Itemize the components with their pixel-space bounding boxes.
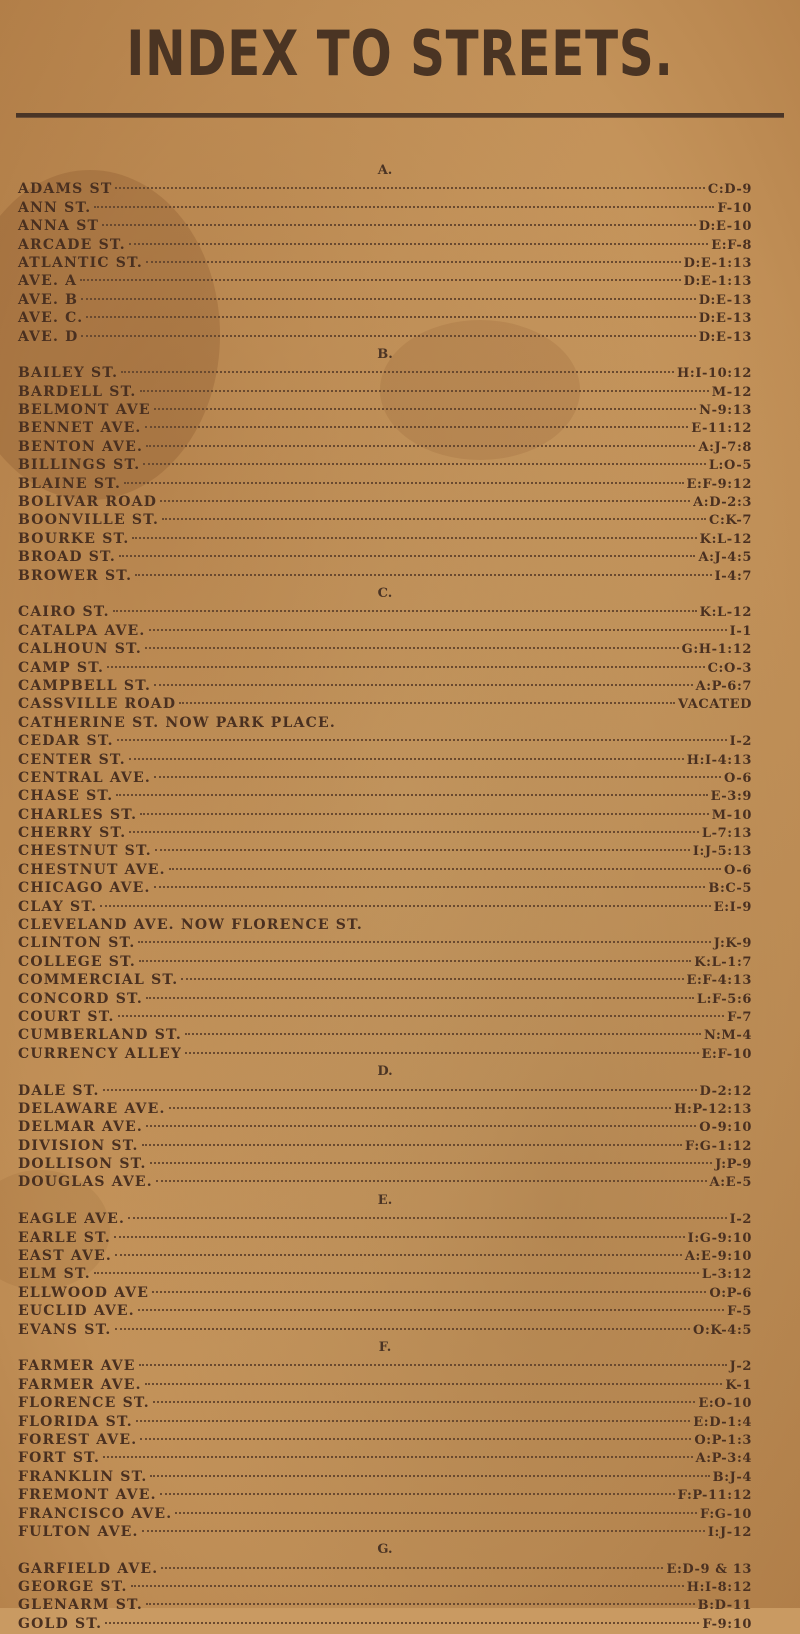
street-name: FLORENCE ST. <box>18 1395 150 1412</box>
dot-leader <box>115 1328 691 1330</box>
street-name: FRANCISCO AVE. <box>18 1505 173 1522</box>
dot-leader <box>115 1254 682 1256</box>
street-entry <box>18 1357 752 1375</box>
street-entry <box>18 401 752 419</box>
dot-leader <box>129 243 708 245</box>
street-entry <box>18 1321 752 1339</box>
street-name: CLAY ST. <box>18 898 98 915</box>
street-name: CHICAGO AVE. <box>18 880 151 897</box>
street-entry <box>18 769 752 787</box>
street-name: ELM ST. <box>18 1266 91 1283</box>
map-reference: E:D-9 & 13 <box>666 1561 752 1577</box>
map-reference: E-3:9 <box>710 789 752 805</box>
section-heading: G. <box>377 1542 393 1558</box>
street-name: AVE. D <box>18 328 79 345</box>
map-reference: D:E-1:13 <box>683 255 752 271</box>
street-entry <box>18 677 752 695</box>
street-name: ELLWOOD AVE <box>18 1284 150 1301</box>
map-reference: A:J-7:8 <box>698 439 752 455</box>
street-entry <box>18 438 752 456</box>
dot-leader <box>86 316 695 318</box>
dot-leader <box>131 1585 684 1587</box>
map-reference: E:F-4:13 <box>686 973 752 989</box>
map-reference: H:I-4:13 <box>686 752 752 768</box>
street-name: CHARLES ST. <box>18 806 138 823</box>
dot-leader <box>128 1217 727 1219</box>
dot-leader <box>129 831 699 833</box>
street-entry <box>18 751 752 769</box>
street-name: CATHERINE ST. NOW PARK PLACE. <box>18 714 336 731</box>
dot-leader <box>140 813 709 815</box>
dot-leader <box>145 647 679 649</box>
map-reference: I-1 <box>729 623 752 639</box>
street-name: CLINTON ST. <box>18 935 136 952</box>
dot-leader <box>153 1401 696 1403</box>
street-entry <box>18 217 752 235</box>
dot-leader <box>145 1383 723 1385</box>
map-reference: E:I-9 <box>713 899 752 915</box>
street-entry <box>18 1523 752 1541</box>
street-entry <box>18 1173 752 1191</box>
dot-leader <box>103 1089 697 1091</box>
street-name: DELAWARE AVE. <box>18 1100 166 1117</box>
street-entry <box>18 971 752 989</box>
street-name: CAMPBELL ST. <box>18 677 152 694</box>
street-name: BAILEY ST. <box>18 365 119 382</box>
street-entry <box>18 1247 752 1265</box>
dot-leader <box>94 206 714 208</box>
street-entry <box>18 530 752 548</box>
street-name: BROAD ST. <box>18 549 116 566</box>
dot-leader <box>136 1420 690 1422</box>
street-name: GLENARM ST. <box>18 1597 143 1614</box>
street-entry <box>18 1100 752 1118</box>
street-name: EAST AVE. <box>18 1248 112 1265</box>
map-reference: M-10 <box>711 807 752 823</box>
dot-leader <box>161 1567 663 1569</box>
dot-leader <box>114 1236 685 1238</box>
dot-leader <box>145 426 689 428</box>
dot-leader <box>129 758 684 760</box>
map-reference: C:K-7 <box>709 513 752 529</box>
map-reference: D-2:12 <box>699 1083 752 1099</box>
map-reference: H:I-10:12 <box>677 366 752 382</box>
street-entry <box>18 1045 752 1063</box>
street-entry <box>18 291 752 309</box>
street-entry <box>18 548 752 566</box>
street-name: DELMAR AVE. <box>18 1119 143 1136</box>
map-reference: I:J-12 <box>707 1524 752 1540</box>
map-reference: H:I-8:12 <box>686 1580 752 1596</box>
map-reference: I-4:7 <box>714 568 752 584</box>
street-entry <box>18 475 752 493</box>
dot-leader <box>150 1162 713 1164</box>
street-entry <box>18 1486 752 1504</box>
map-reference: K-1 <box>725 1377 752 1393</box>
street-entry <box>18 1578 752 1596</box>
street-name: EARLE ST. <box>18 1229 111 1246</box>
map-reference: F:G-10 <box>700 1506 752 1522</box>
dot-leader <box>146 1603 695 1605</box>
map-reference: K:L-12 <box>699 531 752 547</box>
map-reference: C:D-9 <box>707 182 752 198</box>
street-name: CLEVELAND AVE. NOW FLORENCE ST. <box>18 917 363 934</box>
street-entry <box>18 1008 752 1026</box>
map-reference: E:D-1:4 <box>693 1414 752 1430</box>
street-index <box>18 162 752 1633</box>
dot-leader <box>181 978 683 980</box>
street-name: CEDAR ST. <box>18 733 114 750</box>
street-entry <box>18 1505 752 1523</box>
dot-leader <box>121 371 674 373</box>
street-name: BENNET AVE. <box>18 420 142 437</box>
street-entry <box>18 199 752 217</box>
street-name: GARFIELD AVE. <box>18 1560 159 1577</box>
map-reference: M-12 <box>711 384 752 400</box>
street-name: DALE ST. <box>18 1082 100 1099</box>
map-reference: J-2 <box>729 1359 752 1375</box>
street-name: CAIRO ST. <box>18 604 110 621</box>
map-reference: B:C-5 <box>708 881 752 897</box>
street-name: ANNA ST <box>18 218 100 235</box>
map-reference: K:L-12 <box>699 605 752 621</box>
street-entry <box>18 1082 752 1100</box>
street-entry <box>18 254 752 272</box>
map-reference: A:E-9:10 <box>684 1249 752 1265</box>
dot-leader <box>156 1180 707 1182</box>
map-reference: F-9:10 <box>702 1616 752 1632</box>
dot-leader <box>154 886 706 888</box>
map-reference: D:E-10 <box>698 219 752 235</box>
map-reference: I-2 <box>729 1212 752 1228</box>
map-reference: A:P-6:7 <box>695 678 752 694</box>
map-reference: B:D-11 <box>697 1598 752 1614</box>
dot-leader <box>139 1364 727 1366</box>
dot-leader <box>81 298 696 300</box>
map-reference: D:E-13 <box>698 292 752 308</box>
street-entry <box>18 328 752 346</box>
street-entry <box>18 1431 752 1449</box>
street-entry <box>18 1284 752 1302</box>
map-reference: VACATED <box>678 697 752 713</box>
street-entry <box>18 879 752 897</box>
dot-leader <box>185 1052 698 1054</box>
dot-leader <box>162 518 706 520</box>
dot-leader <box>169 1107 672 1109</box>
street-name: CALHOUN ST. <box>18 641 142 658</box>
street-name: EUCLID AVE. <box>18 1303 135 1320</box>
map-reference: J:K-9 <box>713 936 752 952</box>
street-entry <box>18 309 752 327</box>
street-name: BLAINE ST. <box>18 475 122 492</box>
street-name: DOLLISON ST. <box>18 1156 147 1173</box>
street-entry <box>18 842 752 860</box>
street-name: COLLEGE ST. <box>18 953 136 970</box>
street-name: AVE. A <box>18 273 78 290</box>
street-name: FARMER AVE. <box>18 1376 142 1393</box>
dot-leader <box>94 1272 699 1274</box>
dot-leader <box>140 1438 691 1440</box>
map-reference: E:O-10 <box>698 1396 752 1412</box>
dot-leader <box>146 1125 696 1127</box>
section-heading: C. <box>377 585 393 601</box>
street-entry <box>18 1615 752 1633</box>
street-entry <box>18 1596 752 1614</box>
dot-leader <box>118 1015 724 1017</box>
street-entry <box>18 806 752 824</box>
street-name: AVE. B <box>18 291 79 308</box>
street-entry <box>18 659 752 677</box>
street-name: FORT ST. <box>18 1450 101 1467</box>
map-reference: D:E-1:13 <box>683 274 752 290</box>
dot-leader <box>169 868 721 870</box>
street-entry <box>18 419 752 437</box>
dot-leader <box>81 335 695 337</box>
dot-leader <box>138 941 710 943</box>
street-name: DIVISION ST. <box>18 1137 139 1154</box>
map-reference: F:G-1:12 <box>684 1138 752 1154</box>
dot-leader <box>100 905 711 907</box>
map-reference: O-6 <box>723 862 752 878</box>
map-reference: E-11:12 <box>691 421 752 437</box>
map-reference: A:D-2:3 <box>693 495 752 511</box>
street-entry <box>18 1413 752 1431</box>
street-name: FULTON AVE. <box>18 1523 139 1540</box>
street-entry <box>18 1155 752 1173</box>
map-reference: F-10 <box>717 200 752 216</box>
dot-leader <box>139 960 691 962</box>
street-entry <box>18 272 752 290</box>
street-name: CURRENCY ALLEY <box>18 1045 183 1062</box>
dot-leader <box>103 1456 693 1458</box>
street-name: FOREST AVE. <box>18 1431 138 1448</box>
map-reference: I:J-5:13 <box>692 844 752 860</box>
map-reference: C:O-3 <box>707 660 752 676</box>
street-entry <box>18 180 752 198</box>
street-entry <box>18 1210 752 1228</box>
map-reference: O-9:10 <box>699 1120 752 1136</box>
street-entry <box>18 622 752 640</box>
street-entry <box>18 953 752 971</box>
dot-leader <box>107 666 705 668</box>
map-reference: D:E-13 <box>698 311 752 327</box>
map-reference: E:F-8 <box>711 237 752 253</box>
street-entry <box>18 916 752 934</box>
street-name: COMMERCIAL ST. <box>18 972 179 989</box>
dot-leader <box>179 702 675 704</box>
street-entry <box>18 1118 752 1136</box>
street-entry <box>18 1394 752 1412</box>
street-entry <box>18 640 752 658</box>
dot-leader <box>185 1033 701 1035</box>
street-entry <box>18 603 752 621</box>
street-entry <box>18 1137 752 1155</box>
map-reference: E:F-10 <box>701 1046 752 1062</box>
street-name: CUMBERLAND ST. <box>18 1027 182 1044</box>
map-reference: L-3:12 <box>701 1267 752 1283</box>
dot-leader <box>146 261 681 263</box>
map-reference: A:J-4:5 <box>698 550 752 566</box>
dot-leader <box>105 1622 699 1624</box>
street-name: EVANS ST. <box>18 1321 112 1338</box>
dot-leader <box>142 1530 705 1532</box>
street-name: BOURKE ST. <box>18 530 130 547</box>
street-name: BARDELL ST. <box>18 383 137 400</box>
street-entry <box>18 1376 752 1394</box>
map-reference: A:E-5 <box>709 1175 752 1191</box>
dot-leader <box>115 187 704 189</box>
street-entry <box>18 787 752 805</box>
street-name: CHESTNUT ST. <box>18 843 152 860</box>
street-name: BOLIVAR ROAD <box>18 494 158 511</box>
street-entry <box>18 364 752 382</box>
dot-leader <box>146 445 695 447</box>
dot-leader <box>154 776 721 778</box>
street-name: FARMER AVE <box>18 1358 136 1375</box>
map-reference: B:J-4 <box>712 1469 752 1485</box>
street-name: ATLANTIC ST. <box>18 254 143 271</box>
street-entry <box>18 861 752 879</box>
dot-leader <box>102 224 696 226</box>
dot-leader <box>154 408 696 410</box>
dot-leader <box>142 1144 682 1146</box>
dot-leader <box>132 537 696 539</box>
street-name: CENTRAL AVE. <box>18 769 151 786</box>
dot-leader <box>155 849 690 851</box>
map-reference: F-7 <box>727 1009 752 1025</box>
dot-leader <box>152 1291 706 1293</box>
street-name: CASSVILLE ROAD <box>18 696 177 713</box>
street-entry <box>18 1302 752 1320</box>
street-name: GEORGE ST. <box>18 1579 128 1596</box>
street-name: AVE. C. <box>18 310 84 327</box>
map-reference: O:P-1:3 <box>694 1432 752 1448</box>
street-name: CAMP ST. <box>18 659 105 676</box>
street-name: CHASE ST. <box>18 788 114 805</box>
street-name: CENTER ST. <box>18 751 126 768</box>
street-entry <box>18 732 752 750</box>
dot-leader <box>116 794 707 796</box>
street-entry <box>18 1560 752 1578</box>
street-name: ADAMS ST <box>18 181 113 198</box>
map-reference: L:O-5 <box>708 458 752 474</box>
street-name: BROWER ST. <box>18 567 133 584</box>
street-entry <box>18 236 752 254</box>
section-heading: D. <box>377 1064 393 1080</box>
dot-leader <box>80 279 680 281</box>
map-reference: G:H-1:12 <box>681 642 752 658</box>
page-title: INDEX TO STREETS. <box>126 17 674 90</box>
map-reference: N:M-4 <box>703 1028 752 1044</box>
street-entry <box>18 714 752 732</box>
street-name: BOONVILLE ST. <box>18 512 160 529</box>
street-entry <box>18 1468 752 1486</box>
section-heading: E. <box>377 1192 393 1208</box>
map-reference: K:L-1:7 <box>694 954 752 970</box>
street-entry <box>18 824 752 842</box>
street-entry <box>18 511 752 529</box>
street-name: FLORIDA ST. <box>18 1413 133 1430</box>
map-reference: A:P-3:4 <box>695 1451 752 1467</box>
section-heading: F. <box>378 1340 392 1355</box>
street-name: CATALPA AVE. <box>18 622 146 639</box>
street-entry <box>18 1265 752 1283</box>
map-reference: I:G-9:10 <box>687 1230 752 1246</box>
map-reference: O:K-4:5 <box>693 1322 752 1338</box>
dot-leader <box>146 997 694 999</box>
street-name: GOLD ST. <box>18 1615 103 1632</box>
section-heading: B. <box>377 346 393 362</box>
street-name: DOUGLAS AVE. <box>18 1174 153 1191</box>
map-reference: I-2 <box>729 734 752 750</box>
dot-leader <box>143 463 705 465</box>
street-entry <box>18 1229 752 1247</box>
street-entry <box>18 934 752 952</box>
map-reference: F-5 <box>727 1304 752 1320</box>
dot-leader <box>140 390 709 392</box>
title-rule <box>16 113 784 118</box>
map-reference: J:P-9 <box>715 1157 752 1173</box>
dot-leader <box>113 610 697 612</box>
dot-leader <box>149 629 727 631</box>
map-reference: D:E-13 <box>698 329 752 345</box>
street-name: COURT ST. <box>18 1008 115 1025</box>
map-reference: O-6 <box>723 770 752 786</box>
map-reference: E:F-9:12 <box>686 476 752 492</box>
map-reference: N-9:13 <box>699 403 752 419</box>
dot-leader <box>150 1475 709 1477</box>
dot-leader <box>124 482 683 484</box>
map-reference: H:P-12:13 <box>674 1101 752 1117</box>
dot-leader <box>138 1309 724 1311</box>
map-reference: F:P-11:12 <box>677 1488 752 1504</box>
street-name: CHESTNUT AVE. <box>18 861 166 878</box>
street-entry <box>18 990 752 1008</box>
dot-leader <box>135 574 711 576</box>
section-heading: A. <box>377 163 393 178</box>
street-entry <box>18 1449 752 1467</box>
street-name: BENTON AVE. <box>18 438 144 455</box>
street-name: EAGLE AVE. <box>18 1211 126 1228</box>
street-entry <box>18 383 752 401</box>
map-reference: L-7:13 <box>701 826 752 842</box>
dot-leader <box>175 1512 697 1514</box>
street-entry <box>18 898 752 916</box>
street-name: BILLINGS ST. <box>18 457 141 474</box>
street-entry <box>18 567 752 585</box>
street-name: FREMONT AVE. <box>18 1487 157 1504</box>
map-reference: O:P-6 <box>709 1285 752 1301</box>
street-name: ARCADE ST. <box>18 236 126 253</box>
street-name: BELMONT AVE <box>18 402 151 419</box>
street-entry <box>18 493 752 511</box>
street-name: CHERRY ST. <box>18 825 127 842</box>
dot-leader <box>154 684 692 686</box>
street-name: CONCORD ST. <box>18 990 143 1007</box>
street-entry <box>18 1026 752 1044</box>
dot-leader <box>160 500 690 502</box>
street-entry <box>18 456 752 474</box>
street-name: ANN ST. <box>18 199 92 216</box>
dot-leader <box>160 1493 675 1495</box>
dot-leader <box>119 555 696 557</box>
street-entry <box>18 695 752 713</box>
dot-leader <box>117 739 727 741</box>
street-name: FRANKLIN ST. <box>18 1468 148 1485</box>
map-reference: L:F-5:6 <box>696 991 752 1007</box>
